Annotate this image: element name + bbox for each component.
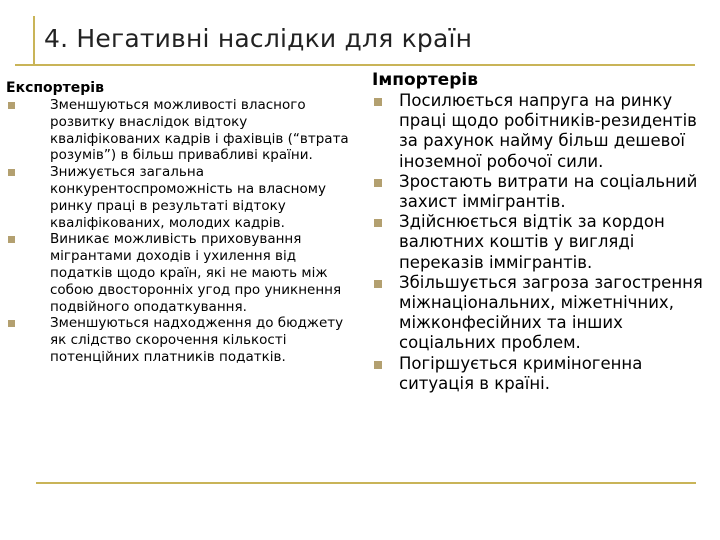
square-bullet-icon <box>8 102 15 109</box>
list-item-text: Посилюється напруга на ринку праці щодо робітників-резидентів за рахунок найму більш дешевої іноземної робочої сили. <box>399 91 697 171</box>
square-bullet-icon <box>8 320 15 327</box>
importers-column <box>372 70 717 394</box>
list-item-text: Здійснюється відтік за кордон валютних коштів у вигляді переказів іммігрантів. <box>399 212 665 272</box>
square-bullet-icon <box>374 280 382 288</box>
exporters-column <box>6 80 351 366</box>
list-item-text: Зменшуються надходження до бюджету як слідство скорочення кількості потенційних платників податків. <box>50 315 344 365</box>
list-item <box>6 164 351 231</box>
exporters-heading: Експортерів <box>6 80 104 96</box>
square-bullet-icon <box>8 169 15 176</box>
list-item-text: Погіршується криміногенна ситуація в країні. <box>399 353 643 393</box>
list-item-text: Виникає можливість приховування мігрантами доходів і ухилення від податків щодо країн, які не мають між собою двосторонніх угод про уникнення подвійного оподаткування. <box>50 231 342 315</box>
footer-divider <box>36 482 696 484</box>
list-item-text: Зменшуються можливості власного розвитку внаслідок відтоку кваліфікованих кадрів і фахівців (“втрата розумів”) в більш привабливі країни. <box>50 97 349 164</box>
importers-heading: Імпортерів <box>372 70 478 90</box>
list-item <box>372 172 717 212</box>
list-item <box>6 315 351 365</box>
square-bullet-icon <box>374 179 382 187</box>
list-item <box>6 231 351 315</box>
slide-title: 4. Негативні наслідки для країн <box>44 24 473 53</box>
square-bullet-icon <box>374 361 382 369</box>
square-bullet-icon <box>374 98 382 106</box>
list-item <box>372 273 717 354</box>
list-item-text: Знижується загальна конкурентоспроможність на власному ринку праці в результаті відтоку кваліфікованих, молодих кадрів. <box>50 164 326 231</box>
square-bullet-icon <box>374 219 382 227</box>
title-divider <box>15 64 695 66</box>
list-item <box>372 354 717 394</box>
list-item <box>372 91 717 172</box>
list-item-text: Зростають витрати на соціальний захист іммігрантів. <box>399 171 698 212</box>
list-item-text: Збільшується загроза загострення міжнаціональних, міжетнічних, міжконфесійних та інших соціальних проблем. <box>399 272 703 353</box>
title-accent-line <box>33 16 35 64</box>
square-bullet-icon <box>8 236 15 243</box>
importers-list <box>372 91 717 394</box>
list-item <box>372 212 717 273</box>
list-item <box>6 97 351 164</box>
exporters-list <box>6 97 351 366</box>
